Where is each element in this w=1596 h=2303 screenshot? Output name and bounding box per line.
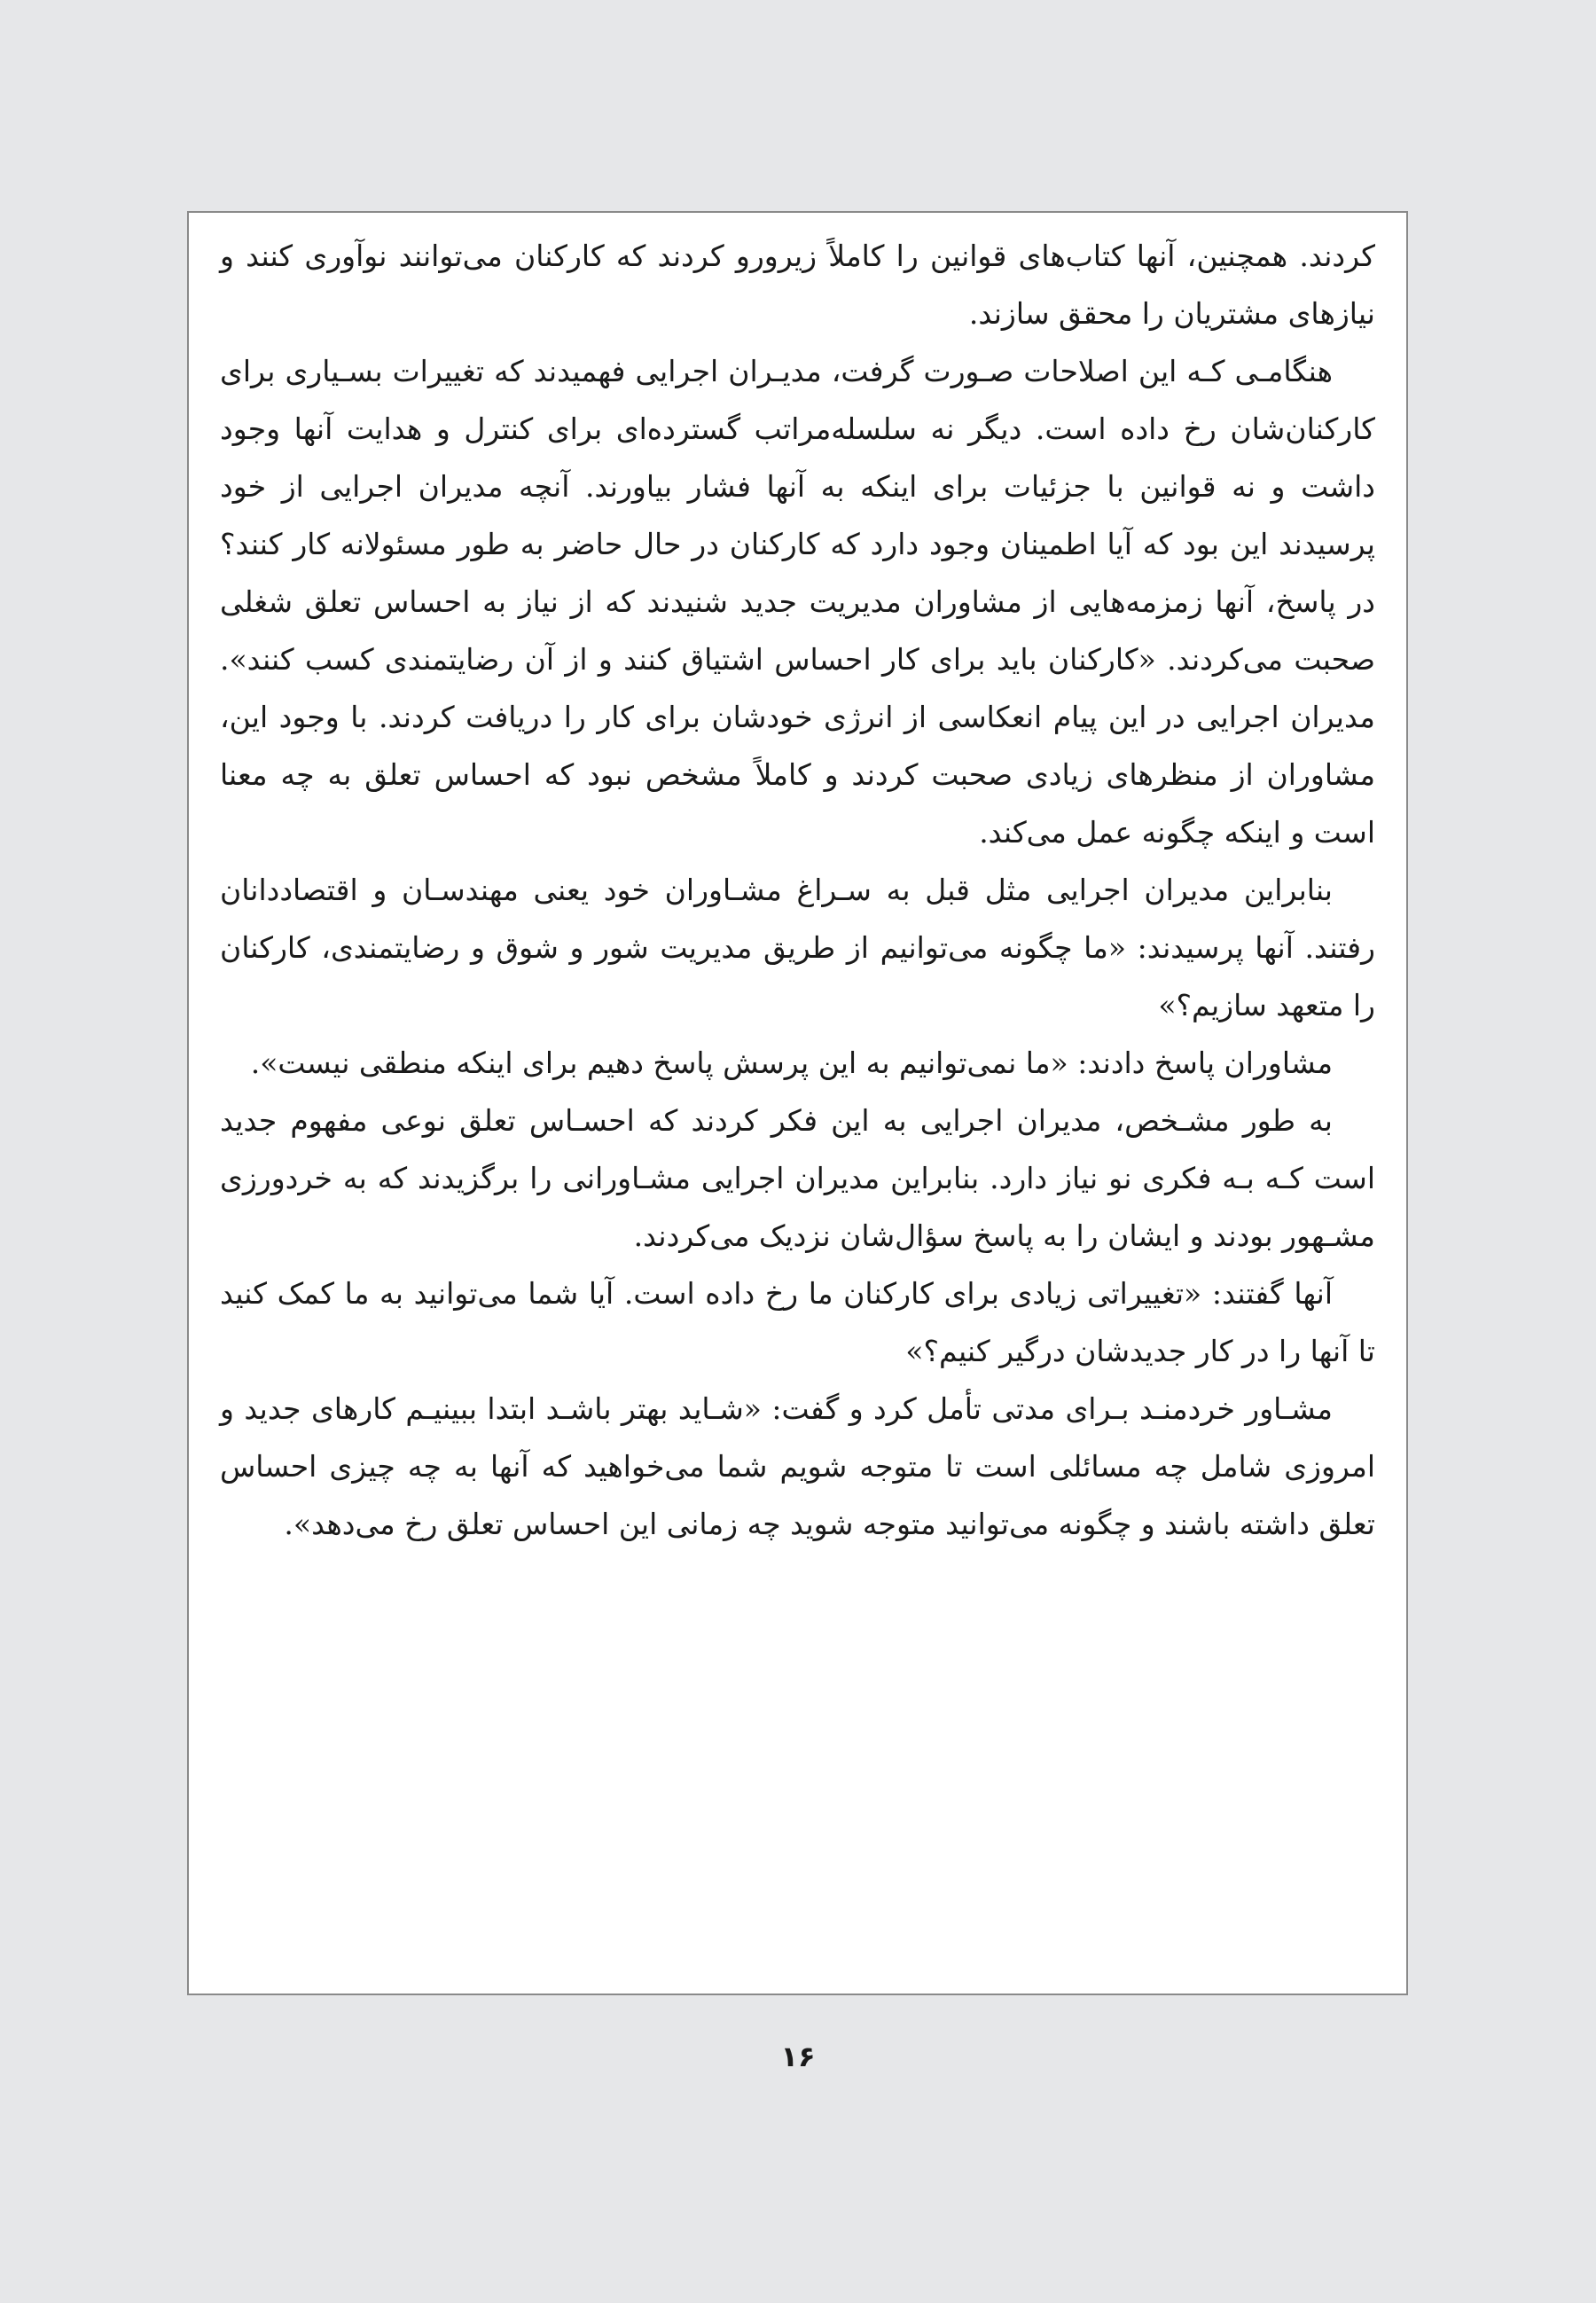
paragraph-6: آنها گفتند: «تغییراتی زیادی برای کارکنان ما رخ داده است. آیا شما می‌توانید به ما کمک کنید تا آنها را در کار جدیدشان درگیر کنیم؟»	[220, 1276, 1375, 1368]
paragraph-5: به طور مشـخص، مدیران اجرایی به این فکر کردند که احسـاس تعلق نوعی مفهوم جدید است کـه بـه فکری نو نیاز دارد. بنابراین مدیران اجرایی مشـاورانی را برگزیدند که به خردورزی مشـهور بودند و ایشان را به پاسخ سؤال‌شان نزدیک می‌کردند.	[220, 1103, 1375, 1253]
paragraph-7: مشـاور خردمنـد بـرای مدتی تأمل کرد و گفت: «شـاید بهتر باشـد ابتدا ببینیـم کارهای جدید و امروزی شامل چه مسائلی است تا متوجه شویم شما می‌خواهید که آنها به چه چیزی احساس تعلق داشته باشند و چگونه می‌توانید متوجه شوید چه زمانی این احساس تعلق رخ می‌دهد».	[220, 1391, 1375, 1541]
paragraph-2: هنگامـی کـه این اصلاحات صـورت گرفت، مدیـران اجرایی فهمیدند که تغییرات بسـیاری برای کارکنان‌شان رخ داده است. دیگر نه سلسله‌مراتب گسترده‌ای برای کنترل و هدایت آنها وجود داشت و نه قوانین با جزئیات برای اینکه به آنها فشار بیاورند. آنچه مدیران اجرایی از خود پرسیدند این بود که آیا اطمینان وجود دارد که کارکنان در حال حاضر به طور مسئولانه کار کنند؟ در پاسخ، آنها زمزمه‌هایی از مشاوران مدیریت جدید شنیدند که از نیاز به احساس تعلق شغلی صحبت می‌کردند. «کارکنان باید برای کار احساس اشتیاق کنند و از آن رضایتمندی کسب کنند». مدیران اجرایی در این پیام انعکاسی از انرژی خودشان برای کار را دریافت کردند. با وجود این، مشاوران از منظرهای زیادی صحبت کردند و کاملاً مشخص نبود که احساس تعلق به چه معنا است و اینکه چگونه عمل می‌کند.	[220, 354, 1375, 850]
body-text	[220, 227, 1375, 1553]
page-number: ۱۶	[780, 2040, 816, 2073]
paragraph-4: مشاوران پاسخ دادند: «ما نمی‌توانیم به این پرسش پاسخ دهیم برای اینکه منطقی نیست».	[250, 1046, 1333, 1080]
paragraph-1: کردند. همچنین، آنها کتاب‌های قوانین را کاملاً زیرورو کردند که کارکنان می‌توانند نوآوری کنند و نیازهای مشتریان را محقق سازند.	[220, 239, 1375, 331]
paragraph-3: بنابراین مدیران اجرایی مثل قبل به سـراغ مشـاوران خود یعنی مهندسـان و اقتصاددانان رفتند. آنها پرسیدند: «ما چگونه می‌توانیم از طریق مدیریت شور و شوق و رضایتمندی، کارکنان را متعهد سازیم؟»	[220, 873, 1375, 1022]
page-frame	[187, 211, 1408, 1995]
